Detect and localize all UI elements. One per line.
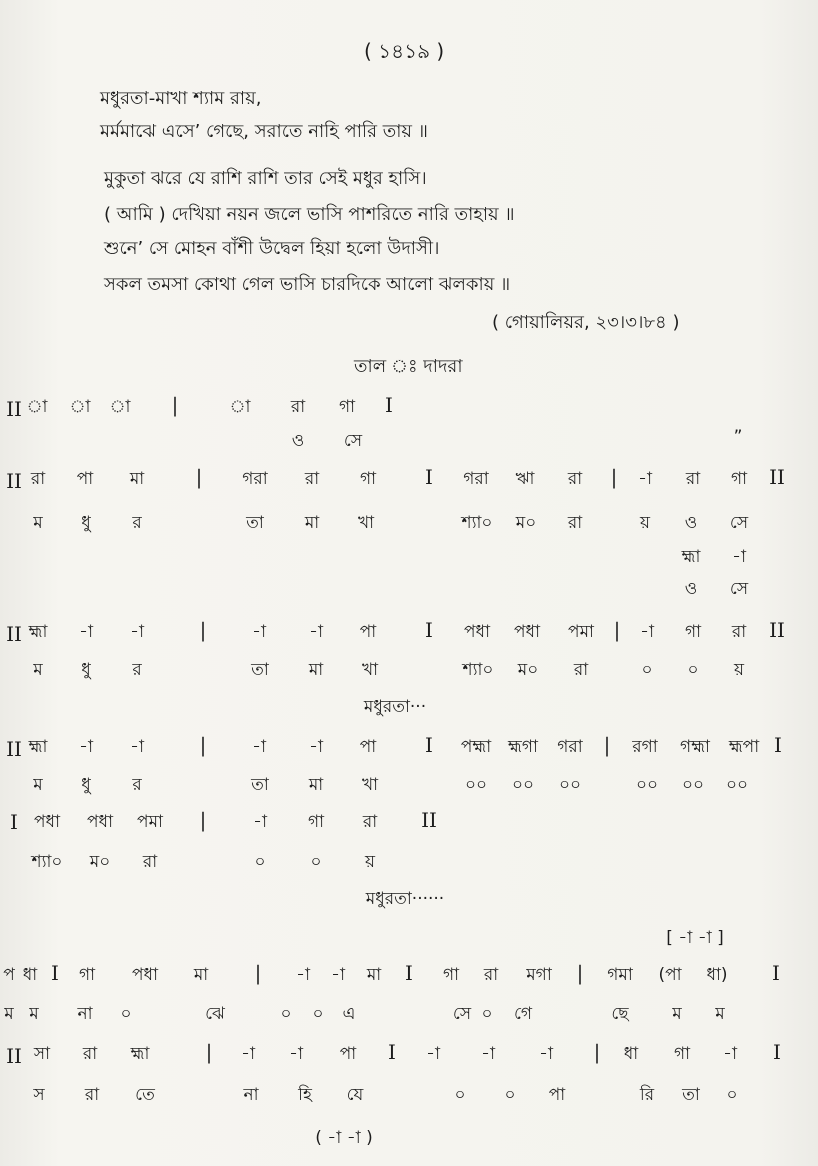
swara-note: -া bbox=[79, 622, 93, 642]
lyric-syllable: সে bbox=[729, 579, 749, 599]
lyric-syllable: যে bbox=[346, 1085, 364, 1105]
lyric-syllable: ছে bbox=[611, 1004, 629, 1024]
lyric-syllable: ও bbox=[684, 579, 698, 599]
lyric-syllable: য় bbox=[639, 513, 651, 533]
bar-mark: I bbox=[773, 1040, 781, 1064]
swara-note: পহ্মা bbox=[460, 737, 492, 757]
swara-note: পা bbox=[339, 1044, 357, 1064]
swara-note: রগা bbox=[632, 737, 658, 757]
lyric-syllable: ০ bbox=[726, 1085, 738, 1105]
bar-mark: | bbox=[603, 733, 611, 757]
bracketed-notes: [ -া -া ] bbox=[666, 928, 724, 948]
lyric-syllable: খা bbox=[361, 775, 379, 795]
lyric-syllable: য় bbox=[364, 852, 376, 872]
page-number: ( ১৪১৯ ) bbox=[364, 39, 445, 63]
swara-note: ধা bbox=[623, 1044, 639, 1064]
lyric-syllable: ও bbox=[291, 431, 305, 451]
swara-note: হ্মা bbox=[681, 547, 701, 567]
lyric-syllable: ০ bbox=[280, 1004, 292, 1024]
lyric-syllable: ০ bbox=[312, 1004, 324, 1024]
swara-note: রা bbox=[290, 397, 306, 417]
lyric-syllable: না bbox=[77, 1004, 93, 1024]
swara-note: -া bbox=[252, 737, 266, 757]
lyric-syllable: খা bbox=[361, 660, 379, 680]
swara-note: গরা bbox=[463, 469, 489, 489]
swara-note: -া bbox=[79, 737, 93, 757]
bar-mark: II bbox=[6, 1044, 22, 1068]
place-date: ( গোয়ালিয়র, ২৩।৩।৮৪ ) bbox=[492, 312, 680, 333]
bar-mark: I bbox=[405, 961, 413, 985]
swara-note: মগা bbox=[526, 965, 552, 985]
swara-note: গা bbox=[442, 965, 460, 985]
lyric-syllable: এ bbox=[342, 1004, 356, 1024]
lyric-syllable: ধু bbox=[81, 775, 91, 795]
swara-note: া bbox=[26, 397, 48, 417]
swara-note: পধা bbox=[464, 622, 490, 642]
lyric-syllable: ০ bbox=[504, 1085, 516, 1105]
lyric-syllable: ০ bbox=[454, 1085, 466, 1105]
lyric-syllable: না bbox=[243, 1085, 259, 1105]
swara-note: গরা bbox=[242, 469, 268, 489]
swara-note: -া bbox=[539, 1044, 553, 1064]
swara-note: -া bbox=[252, 622, 266, 642]
swara-note: -া bbox=[241, 1044, 255, 1064]
lyric-syllable: রি bbox=[639, 1085, 655, 1105]
lyric-syllable: সে bbox=[343, 431, 363, 451]
swara-note: গা bbox=[730, 469, 748, 489]
swara-note: -া bbox=[640, 622, 654, 642]
lyric-syllable: রা bbox=[142, 852, 158, 872]
swara-note: হ্মা bbox=[28, 622, 48, 642]
lyric-syllable: ০০ bbox=[635, 775, 659, 795]
lyric-syllable: গে bbox=[513, 1004, 533, 1024]
lyric-syllable: ০০ bbox=[558, 775, 582, 795]
swara-note: -া bbox=[638, 469, 652, 489]
lyric-syllable: তা bbox=[246, 513, 264, 533]
lyric-syllable: র bbox=[132, 660, 142, 680]
lyric-syllable: ০০ bbox=[681, 775, 705, 795]
swara-note: পধা bbox=[34, 812, 60, 832]
swara-note: গমা bbox=[607, 965, 633, 985]
swara-note: হ্মা bbox=[28, 737, 48, 757]
swara-note: রা bbox=[82, 1044, 98, 1064]
swara-note: রা bbox=[567, 469, 583, 489]
swara-note: পমা bbox=[137, 812, 163, 832]
bar-mark: | bbox=[171, 393, 179, 417]
bar-mark: I bbox=[425, 733, 433, 757]
swara-note: গা bbox=[307, 812, 325, 832]
swara-note: গা bbox=[338, 397, 356, 417]
lyric-syllable: ০ bbox=[641, 660, 653, 680]
swara-note: রা bbox=[483, 965, 499, 985]
swara-note: গরা bbox=[557, 737, 583, 757]
lyric-syllable: তা bbox=[251, 775, 269, 795]
tala-label: তাল ঃ দাদরা bbox=[354, 356, 463, 377]
bar-mark: I bbox=[388, 1040, 396, 1064]
bar-mark: | bbox=[613, 618, 621, 642]
bar-mark: I bbox=[774, 733, 782, 757]
bar-mark: I bbox=[51, 961, 59, 985]
swara-note: (পা bbox=[658, 965, 682, 985]
lyric-syllable: তা bbox=[251, 660, 269, 680]
swara-note: রা bbox=[30, 469, 46, 489]
swara-note: রা bbox=[304, 469, 320, 489]
lyric-syllable: ম bbox=[33, 775, 43, 795]
swara-note: -া bbox=[289, 1044, 303, 1064]
lyric-syllable: ০ bbox=[310, 852, 322, 872]
lyric-syllable: র bbox=[132, 513, 142, 533]
swara-note: -া bbox=[253, 812, 267, 832]
bar-mark: I bbox=[10, 810, 18, 834]
swara-note: -া bbox=[732, 547, 746, 567]
poem-line-5: শুনে’ সে মোহন বাঁশী উদ্বেল হিয়া হলো উদাসী। bbox=[104, 238, 440, 259]
poem-line-2: মর্মমাঝে এসে’ গেছে, সরাতে নাহি পারি তায় ॥ bbox=[100, 121, 428, 142]
swara-note: া bbox=[229, 397, 251, 417]
swara-note: ধা bbox=[22, 965, 38, 985]
lyric-syllable: ও bbox=[684, 513, 698, 533]
lyric-syllable: ম০ bbox=[515, 513, 537, 533]
swara-note: পধা bbox=[87, 812, 113, 832]
bar-mark: I bbox=[385, 393, 393, 417]
lyric-syllable: ম bbox=[33, 513, 43, 533]
lyric-syllable: য় bbox=[733, 660, 745, 680]
bar-mark: II bbox=[769, 465, 785, 489]
swara-note: হ্মগা bbox=[508, 737, 538, 757]
poem-line-6: সকল তমসা কোথা গেল ভাসি চারদিকে আলো ঝলকায় ॥ bbox=[104, 274, 511, 295]
bar-mark: | bbox=[254, 961, 262, 985]
bar-mark: I bbox=[425, 618, 433, 642]
swara-note: গা bbox=[359, 469, 377, 489]
swara-note: গা bbox=[78, 965, 96, 985]
lyric-syllable: ম bbox=[715, 1004, 725, 1024]
lyric-syllable: পা bbox=[548, 1085, 566, 1105]
bar-mark: II bbox=[6, 737, 22, 761]
lyric-syllable: ০ bbox=[120, 1004, 132, 1024]
swara-note: -া bbox=[426, 1044, 440, 1064]
bar-mark: II bbox=[6, 397, 22, 421]
swara-note: ধা) bbox=[706, 965, 728, 985]
swara-note: মা bbox=[193, 965, 209, 985]
swara-note: রা bbox=[685, 469, 701, 489]
swara-note: া bbox=[69, 397, 91, 417]
swara-note: রা bbox=[362, 812, 378, 832]
lyric-syllable: তে bbox=[135, 1085, 155, 1105]
lyric-syllable: সে bbox=[729, 513, 749, 533]
lyric-syllable: শ্যা০ bbox=[31, 852, 63, 872]
swara-note: -া bbox=[130, 622, 144, 642]
swara-note: প bbox=[3, 965, 15, 985]
lyric-syllable: মা bbox=[308, 660, 324, 680]
bar-mark: | bbox=[576, 961, 584, 985]
swara-note: গা bbox=[673, 1044, 691, 1064]
swara-note: হ্মপা bbox=[728, 737, 760, 757]
lyric-syllable: মা bbox=[304, 513, 320, 533]
lyric-syllable: ০ bbox=[254, 852, 266, 872]
swara-note: পা bbox=[359, 737, 377, 757]
bar-mark: | bbox=[610, 465, 618, 489]
swara-note: া bbox=[109, 397, 131, 417]
bar-mark: | bbox=[199, 733, 207, 757]
lyric-syllable: শ্যা০ bbox=[462, 660, 494, 680]
swara-note: পমা bbox=[568, 622, 594, 642]
lyric-syllable: ম bbox=[29, 1004, 39, 1024]
lyric-syllable: রা bbox=[573, 660, 589, 680]
bar-mark: | bbox=[195, 465, 203, 489]
bar-mark: | bbox=[199, 808, 207, 832]
refrain-reference: মধুরতা··· bbox=[363, 697, 427, 717]
lyric-syllable: ম bbox=[672, 1004, 682, 1024]
poem-line-4: ( আমি ) দেখিয়া নয়ন জলে ভাসি পাশরিতে নারি তাহায় ॥ bbox=[104, 204, 515, 225]
bar-mark: II bbox=[6, 469, 22, 493]
swara-note: পধা bbox=[132, 965, 158, 985]
poem-line-3: মুকুতা ঝরে যে রাশি রাশি তার সেই মধুর হাসি। bbox=[104, 168, 427, 189]
swara-note: -া bbox=[331, 965, 345, 985]
lyric-syllable: ০ bbox=[481, 1004, 493, 1024]
lyric-syllable: ম bbox=[4, 1004, 14, 1024]
bar-mark: | bbox=[199, 618, 207, 642]
lyric-syllable: ম০ bbox=[517, 660, 539, 680]
lyric-syllable: সে bbox=[452, 1004, 472, 1024]
lyric-syllable: রা bbox=[567, 513, 583, 533]
swara-note: পধা bbox=[514, 622, 540, 642]
lyric-syllable: ০ bbox=[687, 660, 699, 680]
bracketed-notes: ( -া -া ) bbox=[315, 1128, 373, 1148]
lyric-syllable: স bbox=[33, 1085, 45, 1105]
lyric-syllable: তা bbox=[682, 1085, 700, 1105]
lyric-syllable: হি bbox=[298, 1085, 312, 1105]
swara-note: -া bbox=[723, 1044, 737, 1064]
lyric-syllable: ধু bbox=[81, 513, 91, 533]
lyric-syllable: ধু bbox=[81, 660, 91, 680]
ditto-mark: ” bbox=[733, 427, 743, 447]
swara-note: মা bbox=[366, 965, 382, 985]
swara-note: পা bbox=[359, 622, 377, 642]
bar-mark: | bbox=[205, 1040, 213, 1064]
lyric-syllable: ম০ bbox=[89, 852, 111, 872]
swara-note: সা bbox=[33, 1044, 51, 1064]
lyric-syllable: ঝে bbox=[205, 1004, 225, 1024]
swara-note: পা bbox=[76, 469, 94, 489]
swara-note: রা bbox=[731, 622, 747, 642]
swara-note: -া bbox=[481, 1044, 495, 1064]
swara-note: মা bbox=[129, 469, 145, 489]
bar-mark: II bbox=[421, 808, 437, 832]
swara-note: -া bbox=[130, 737, 144, 757]
swara-note: -া bbox=[309, 737, 323, 757]
bar-mark: | bbox=[593, 1040, 601, 1064]
swara-note: গা bbox=[684, 622, 702, 642]
poem-line-1: মধুরতা-মাখা শ্যাম রায়, bbox=[100, 88, 262, 109]
lyric-syllable: রা bbox=[84, 1085, 100, 1105]
lyric-syllable: ম bbox=[33, 660, 43, 680]
refrain-reference: মধুরতা······ bbox=[365, 889, 445, 909]
swara-note: -া bbox=[309, 622, 323, 642]
bar-mark: II bbox=[769, 618, 785, 642]
swara-note: গহ্মা bbox=[680, 737, 710, 757]
bar-mark: I bbox=[425, 465, 433, 489]
lyric-syllable: ০০ bbox=[511, 775, 535, 795]
lyric-syllable: ০০ bbox=[725, 775, 749, 795]
lyric-syllable: খা bbox=[357, 513, 375, 533]
bar-mark: I bbox=[772, 961, 780, 985]
bar-mark: II bbox=[6, 622, 22, 646]
swara-note: হ্মা bbox=[130, 1044, 150, 1064]
lyric-syllable: ০০ bbox=[464, 775, 488, 795]
lyric-syllable: র bbox=[132, 775, 142, 795]
lyric-syllable: মা bbox=[308, 775, 324, 795]
swara-note: ঋা bbox=[515, 469, 535, 489]
lyric-syllable: শ্যা০ bbox=[461, 513, 493, 533]
swara-note: -া bbox=[296, 965, 310, 985]
